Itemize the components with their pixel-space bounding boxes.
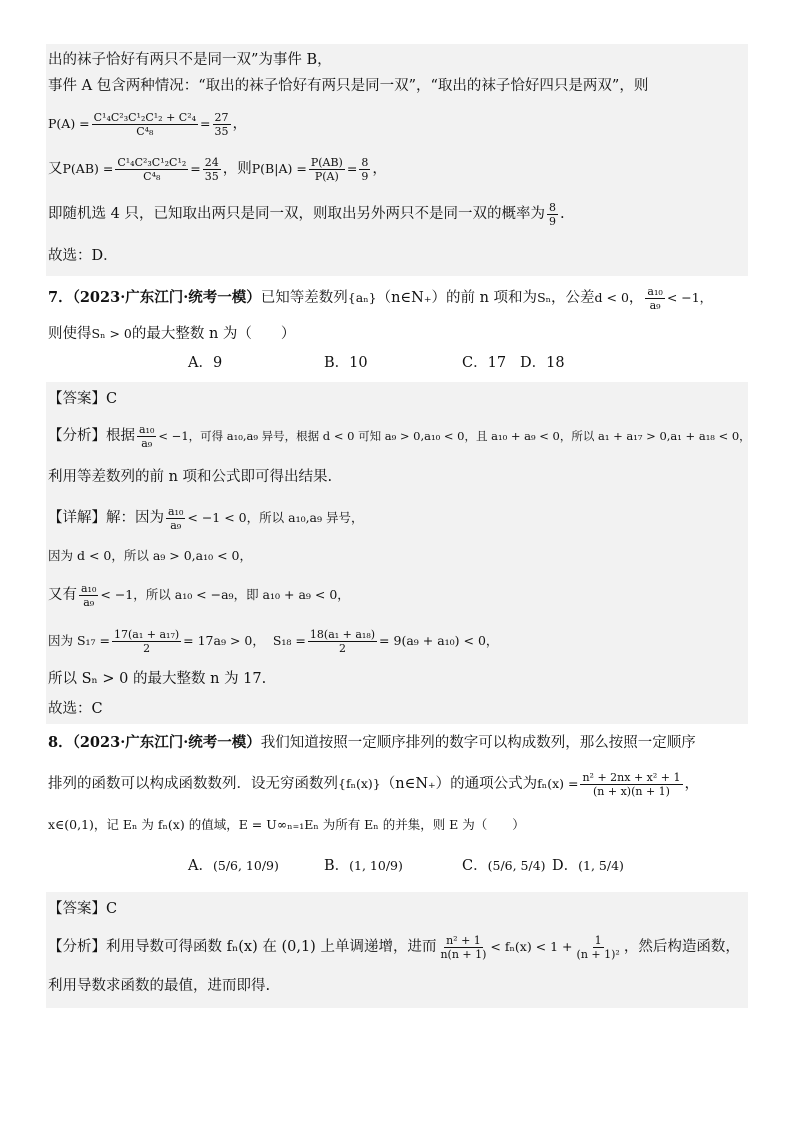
question-7 bbox=[46, 276, 748, 378]
fraction: $\frac{24}{35}$ bbox=[204, 155, 219, 183]
fraction: $\frac{\text{a₁₀}}{\text{a₉}}$ bbox=[647, 284, 663, 312]
question-line: 7．（2023·广东江门·统考一模） 已知等差数列 {aₙ} （n∈N₊）的前 n 项和为 Sₙ ，公差 d < 0 ， $\frac{\text{a₁₀}}{\text{a₉}}$ < −1， bbox=[48, 284, 713, 312]
fraction: $\frac{8}{9}$ bbox=[548, 200, 556, 228]
detail-line: 所以 Sₙ > 0 的最大整数 n 为 17. bbox=[48, 671, 267, 687]
question-line: 8．（2023·广东江门·统考一模）我们知道按照一定顺序排列的数字可以构成数列，那么按照一定顺序 bbox=[48, 734, 696, 751]
fraction: $\frac{\text{a₁₀}}{\text{a₉}}$ bbox=[81, 581, 97, 609]
text-line: 出的袜子恰好有两只不是同一双”为事件 B， bbox=[48, 52, 332, 68]
option-b[interactable]: B．(1, 10/9) bbox=[324, 858, 403, 874]
detail-line: 因为 S₁₇ = $\frac{\text{17(a₁ + a₁₇)}}{2}$ = 17a₉ > 0， S₁₈ = $\frac{\text{18(a₁ + a₁₈)}}{2}$ = 9(a₉ + a₁₀) < 0， bbox=[48, 627, 499, 655]
analysis-line: 【分析】 根据 $\frac{\text{a₁₀}}{\text{a₉}}$ < −1，可得 a₁₀,a₉ 异号，根据 d < 0 可知 a₉ > 0,a₁₀ < 0，且 a₁₀ + a₉ < 0，所以 a₁ + a₁₇ > 0,a₁ + a₁₈ < 0， bbox=[48, 422, 751, 450]
analysis-line: 【分析】 利用导数可得函数 fₙ(x) 在 (0,1) 上单调递增，进而 $\frac{\text{n² + 1}}{n(n + 1)}$ < fₙ(x) < 1 + $\frac{1}{\text{(n + 1)²}}$ ，然后构造函数， bbox=[48, 933, 740, 961]
option-d[interactable]: D．18 bbox=[520, 355, 565, 371]
fraction: $\frac{\text{a₁₀}}{\text{a₉}}$ bbox=[168, 504, 184, 532]
option-c[interactable]: C．(5/6, 5/4) bbox=[462, 858, 546, 874]
question-line: 排列的函数可以构成函数数列．设无穷函数列 {fₙ(x)} （n∈N₊）的通项公式为 fₙ(x) = $\frac{\text{n² + 2nx + x² + 1}}{(n + x)(n + 1)}$ ， bbox=[48, 770, 699, 798]
option-d[interactable]: D．(1, 5/4) bbox=[552, 858, 624, 874]
option-c[interactable]: C．17 bbox=[462, 355, 507, 371]
answer-options bbox=[46, 844, 748, 888]
detail-line: 又有 $\frac{\text{a₁₀}}{\text{a₉}}$ < −1，所以 a₁₀ < −a₉，即 a₁₀ + a₉ < 0， bbox=[48, 581, 350, 609]
text-line: 事件 A 包含两种情况：“取出的袜子恰好有两只是同一双”，“取出的袜子恰好四只是两双”，则 bbox=[48, 78, 649, 94]
question-line: 则使得 Sₙ > 0 的最大整数 n 为（ ） bbox=[48, 326, 296, 342]
formula-line: 即随机选 4 只，已知取出两只是同一双，则取出另外两只不是同一双的概率为 $\frac{8}{9}$ . bbox=[48, 200, 565, 228]
option-a[interactable]: A．9 bbox=[188, 355, 223, 371]
option-b[interactable]: B．10 bbox=[324, 355, 368, 371]
fraction: $\frac{8}{9}$ bbox=[361, 155, 369, 183]
answer-line: 【答案】C bbox=[48, 901, 118, 917]
detail-line: 故选：C bbox=[48, 701, 103, 717]
fraction: $\frac{\text{C¹₄C²₃C¹₂C¹₂ + C²₄}}{\text{C⁴₈}}$ bbox=[93, 110, 197, 138]
fraction: $\frac{27}{35}$ bbox=[214, 110, 229, 138]
fraction: $\frac{\text{17(a₁ + a₁₇)}}{2}$ bbox=[114, 627, 180, 655]
analysis-line: 利用等差数列的前 n 项和公式即可得出结果. bbox=[48, 469, 333, 485]
solution-block-6 bbox=[46, 44, 748, 276]
detail-line: 【详解】 解：因为 $\frac{\text{a₁₀}}{\text{a₉}}$ < −1 < 0，所以 a₁₀,a₉ 异号， bbox=[48, 504, 364, 532]
answer-line: 【答案】C bbox=[48, 391, 118, 407]
solution-block-7 bbox=[46, 382, 751, 724]
detail-line: 因为 d < 0，所以 a₉ > 0,a₁₀ < 0， bbox=[48, 548, 252, 563]
question-line: x∈(0,1)，记 Eₙ 为 fₙ(x) 的值域，E = U∞ₙ₌₁Eₙ 为所有 Eₙ 的并集，则 E 为（ ） bbox=[48, 817, 525, 832]
fraction: $\frac{1}{\text{(n + 1)²}}$ bbox=[576, 933, 620, 961]
document-page bbox=[46, 44, 751, 1008]
formula-line: P(A) = $\frac{\text{C¹₄C²₃C¹₂C¹₂ + C²₄}}{\text{C⁴₈}}$ = $\frac{27}{35}$ ， bbox=[48, 110, 248, 138]
fraction: $\frac{\text{C¹₄C²₃C¹₂C¹₂}}{\text{C⁴₈}}$ bbox=[117, 155, 187, 183]
analysis-line: 利用导数求函数的最值，进而即得. bbox=[48, 978, 271, 994]
fraction: $\frac{\text{18(a₁ + a₁₈)}}{2}$ bbox=[309, 627, 376, 655]
fraction: $\frac{\text{a₁₀}}{\text{a₉}}$ bbox=[139, 422, 155, 450]
answer-options bbox=[46, 348, 748, 378]
fraction: $\frac{\text{n² + 1}}{n(n + 1)}$ bbox=[440, 933, 487, 961]
fraction: $\frac{\text{n² + 2nx + x² + 1}}{(n + x)(n + 1)}$ bbox=[582, 770, 681, 798]
formula-line: 又 P(AB) = $\frac{\text{C¹₄C²₃C¹₂C¹₂}}{\text{C⁴₈}}$ = $\frac{24}{35}$ ，则 P(B|A) = $\frac{P(AB)}{P(A)}$ = $\frac{8}{9}$ ， bbox=[48, 155, 387, 183]
question-8 bbox=[46, 724, 748, 888]
fraction: $\frac{P(AB)}{P(A)}$ bbox=[310, 155, 343, 183]
text-line: 故选：D． bbox=[48, 248, 118, 264]
option-a[interactable]: A．(5/6, 10/9) bbox=[188, 858, 279, 874]
solution-block-8 bbox=[46, 892, 748, 1008]
